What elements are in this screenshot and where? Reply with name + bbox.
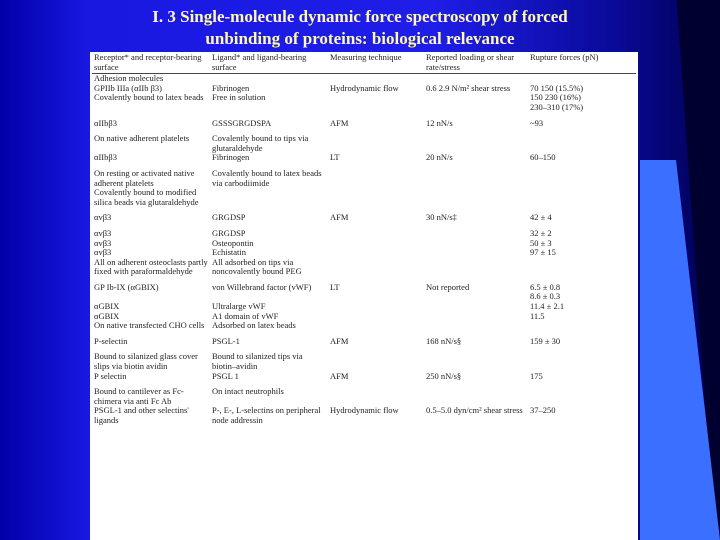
table-cell: PSGL-1 [212,335,240,346]
table-cell: 20 nN/s [426,152,453,163]
table-cell [424,292,528,302]
table-cell: ~93 [530,117,544,128]
table-body [92,74,636,426]
table-row [92,331,636,347]
table-cell: 11.4 ± 2.1 [530,301,565,312]
table-cell [424,223,528,239]
table-row [92,128,636,153]
table-cell [424,321,528,331]
slide-title-line2: unbinding of proteins: biological relevance [205,29,515,48]
table-cell [210,188,328,207]
table-cell: Fibrinogen [212,152,250,163]
table-row [92,188,636,207]
table-cell: 97 ± 15 [530,247,556,258]
table-cell: Hydrodynamic flow [330,405,399,416]
table-cell [424,93,528,103]
table-cell [424,239,528,249]
table-cell [528,163,636,188]
table-row [92,223,636,239]
table-cell: 168 nN/s§ [426,335,462,346]
table-cell [328,302,424,312]
table-cell: All on adherent osteoclasts partly fixed with paraformaldehyde [94,256,208,277]
table-cell: GSSSGRGDSPA [212,117,272,128]
table-cell: Not reported [426,281,470,292]
table-cell: Ultralarge vWF [212,301,266,312]
table-row [92,153,636,163]
table-cell [328,292,424,302]
table-cell: αGBIX [94,310,120,321]
table-cell: 6.5 ± 0.8 [530,281,561,292]
col-header-rupture-force: Rupture forces (pN) [528,52,636,74]
table-cell: Free in solution [212,92,266,103]
table-cell [328,312,424,322]
table-row [92,113,636,129]
table-cell: 12 nN/s [426,117,453,128]
table-cell [328,239,424,249]
table-cell: LT [330,281,340,292]
table-cell: Covalently bound to modified silica beads via glutaraldehyde [94,187,199,207]
table-cell [528,381,636,406]
table-cell: 50 ± 3 [530,237,552,248]
rupture-force-table [92,52,636,426]
table-cell: αvβ3 [94,237,112,248]
table-cell: Bound to silanized tips via biotin–avidin [212,351,303,372]
table-cell [328,346,424,371]
slide-title-line1: I. 3 Single-molecule dynamic force spectroscopy of forced [152,7,568,26]
table-cell: 30 nN/s‡ [426,212,457,223]
table-cell: PSGL 1 [212,370,239,381]
table-cell: GP Ib-IX (αGBIX) [94,281,159,292]
table-cell: 150 230 (16%) [530,92,581,103]
table-cell: A1 domain of vWF [212,310,279,321]
table-cell: Bound to cantilever as Fc-chimera via anti Fc Ab [94,386,184,406]
table-cell: 250 nN/s§ [426,370,462,381]
table-cell: P-, E-, L-selectins on peripheral node addressin [212,405,321,425]
table-cell [328,258,424,277]
slide-title [40,6,680,50]
table-cell [424,312,528,322]
table-row [92,207,636,223]
table-cell: αIIbβ3 [94,117,117,128]
table-cell: Covalently bound to latex beads via carbodiimide [212,167,322,188]
table-cell: On intact neutrophils [212,386,284,397]
table-cell: Osteopontin [212,237,254,248]
rupture-force-table-image [90,52,638,540]
table-cell: αIIbβ3 [94,152,117,163]
table-cell: αGBIX [94,301,120,312]
table-row [92,302,636,312]
table-cell: 0.6 2.9 N/m² shear stress [426,82,511,93]
table-cell [424,163,528,188]
table-cell: On resting or activated native adherent platelets [94,167,195,188]
col-header-loading-rate: Reported loading or shear rate/stress [424,52,528,74]
table-cell: On native adherent platelets [94,133,190,144]
col-header-ligand: Ligand* and ligand-bearing surface [210,52,328,74]
table-cell: 11.5 [530,310,545,321]
table-cell [424,103,528,113]
table-cell [424,188,528,207]
table-cell [528,128,636,153]
table-cell: LT [330,152,340,163]
table-cell [328,103,424,113]
table-cell: All adsorbed on tips via noncovalently bound PEG [212,256,302,277]
table-cell [328,163,424,188]
table-cell: On native transfected CHO cells [94,320,205,331]
table-cell: 175 [530,370,543,381]
table-cell [528,258,636,277]
table-cell: 8.6 ± 0.3 [530,291,561,302]
table-cell: Covalently bound to latex beads [94,92,204,103]
table-cell: 37–250 [530,405,556,416]
table-cell [210,103,328,113]
table-row [92,163,636,188]
table-cell [424,381,528,406]
table-cell [528,321,636,331]
table-cell: P-selectin [94,335,128,346]
table-cell [424,248,528,258]
table-cell: GPIIb IIIa (αIIb β3) [94,82,163,93]
table-cell: 230–310 (17%) [530,101,584,112]
table-cell: 0.5–5.0 dyn/cm² shear stress [426,405,523,416]
table-row [92,406,636,425]
table-cell: von Willebrand factor (vWF) [212,281,312,292]
table-cell: 32 ± 2 [530,227,552,238]
table-cell [328,381,424,406]
table-cell: 159 ± 30 [530,335,561,346]
table-cell: αvβ3 [94,227,112,238]
table-cell [328,248,424,258]
table-cell: AFM [330,212,349,223]
table-row [92,103,636,113]
table-cell [92,103,210,113]
table-cell: Adsorbed on latex beads [212,320,296,331]
table-row [92,381,636,406]
table-cell: GRGDSP [212,212,246,223]
table-cell: 60–150 [530,152,556,163]
table-row [92,258,636,277]
table-cell: Adhesion molecules [94,73,164,84]
table-cell: P selectin [94,370,127,381]
table-cell [424,346,528,371]
table-cell [424,258,528,277]
table-cell [528,346,636,371]
table-cell [328,188,424,207]
table-cell [328,321,424,331]
table-cell [328,128,424,153]
table-cell: AFM [330,117,349,128]
col-header-technique: Measuring technique [328,52,424,74]
table-cell [528,188,636,207]
table-cell: AFM [330,370,349,381]
table-cell [328,93,424,103]
table-header-row [92,52,636,74]
col-header-receptor: Receptor* and receptor-bearing surface [92,52,210,74]
table-row [92,346,636,371]
table-cell: Hydrodynamic flow [330,82,399,93]
table-cell: αvβ3 [94,212,112,223]
table-cell: Echistatin [212,247,246,258]
table-cell [424,302,528,312]
table-cell: GRGDSP [212,227,246,238]
table-row [92,372,636,382]
table-cell: Fibrinogen [212,82,250,93]
table-cell: Bound to silanized glass cover slips via biotin avidin [94,351,198,372]
table-cell: PSGL-1 and other selectins' ligands [94,405,189,425]
table-cell: Covalently bound to tips via glutaraldehyde [212,133,309,153]
table-cell: AFM [330,335,349,346]
table-cell: 70 150 (15.5%) [530,82,584,93]
table-row [92,321,636,331]
table-row [92,277,636,293]
table-cell: αvβ3 [94,247,112,258]
table-cell: 42 ± 4 [530,212,552,223]
table-cell [424,128,528,153]
table-cell [328,223,424,239]
